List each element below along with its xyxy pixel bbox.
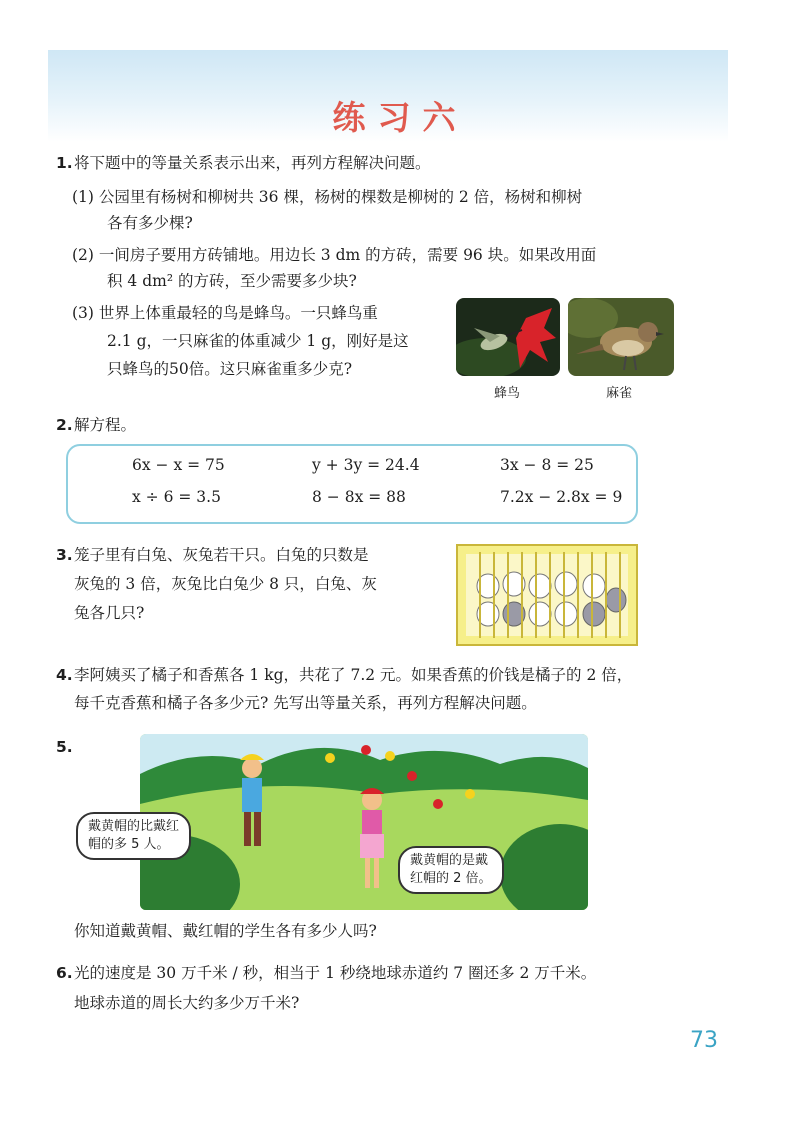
equation-1: 6x − x = 75 [132,456,225,474]
bubble-right-line2: 红帽的 2 倍。 [410,871,492,886]
problem-3-line1: 笼子里有白兔、灰兔若干只。白兔的只数是 [74,546,369,564]
rabbit-cage-illustration [456,544,638,646]
problem-4-line2: 每千克香蕉和橘子各多少元? 先写出等量关系，再列方程解决问题。 [74,694,537,712]
problem-2-stem: 解方程。 [74,416,137,434]
problem-6-line1: 光的速度是 30 万千米 / 秒，相当于 1 秒绕地球赤道约 7 圈还多 2 万千米。 [74,964,597,982]
sparrow-caption: 麻雀 [606,386,633,401]
equation-2: y + 3y = 24.4 [312,456,420,474]
equation-5: 8 − 8x = 88 [312,488,406,506]
bubble-right-line1: 戴黄帽的是戴 [410,853,489,868]
problem-3-number: 3. [56,546,73,564]
problem-1-q2-line2: 积 4 dm² 的方砖，至少需要多少块? [107,272,357,290]
problem-2-number: 2. [56,416,73,434]
equation-6: 7.2x − 2.8x = 9 [500,488,623,506]
hummingbird-caption: 蜂鸟 [494,386,521,401]
problem-1-number: 1. [56,154,73,172]
problem-4-line1: 李阿姨买了橘子和香蕉各 1 kg，共花了 7.2 元。如果香蕉的价钱是橘子的 2 倍， [74,666,633,684]
problem-6-line2: 地球赤道的周长大约多少万千米? [74,994,300,1012]
problem-1-q3-line2: 2.1 g，一只麻雀的体重减少 1 g，刚好是这 [107,332,409,350]
equation-4: x ÷ 6 = 3.5 [132,488,221,506]
hummingbird-photo [456,298,560,376]
sparrow-photo [568,298,674,376]
problem-5-question: 你知道戴黄帽、戴红帽的学生各有多少人吗? [74,922,377,940]
bubble-left-line2: 帽的多 5 人。 [88,837,170,852]
problem-1-stem: 将下题中的等量关系表示出来，再列方程解决问题。 [74,154,431,172]
problem-1-q1-line2: 各有多少棵? [107,214,193,232]
page-title: 练习六 [332,98,468,137]
problem-3-line3: 兔各几只? [74,604,145,622]
problem-1-q3-line3: 只蜂鸟的50倍。这只麻雀重多少克? [107,360,353,378]
problem-1-q2-line1: (2) 一间房子要用方砖铺地。用边长 3 dm 的方砖，需要 96 块。如果改用面 [72,246,597,264]
page-number: 73 [690,1028,718,1053]
speech-bubble-right [398,846,504,894]
bubble-left-line1: 戴黄帽的比戴红 [88,819,180,834]
problem-5-number: 5. [56,738,73,756]
problem-6-number: 6. [56,964,73,982]
problem-3-line2: 灰兔的 3 倍，灰兔比白兔少 8 只，白兔、灰 [74,575,377,593]
problem-1-q3-line1: (3) 世界上体重最轻的鸟是蜂鸟。一只蜂鸟重 [72,304,378,322]
speech-bubble-left [76,812,191,860]
problem-4-number: 4. [56,666,73,684]
equation-3: 3x − 8 = 25 [500,456,594,474]
problem-1-q1-line1: (1) 公园里有杨树和柳树共 36 棵，杨树的棵数是柳树的 2 倍，杨树和柳树 [72,188,583,206]
park-scene-illustration [140,734,588,910]
